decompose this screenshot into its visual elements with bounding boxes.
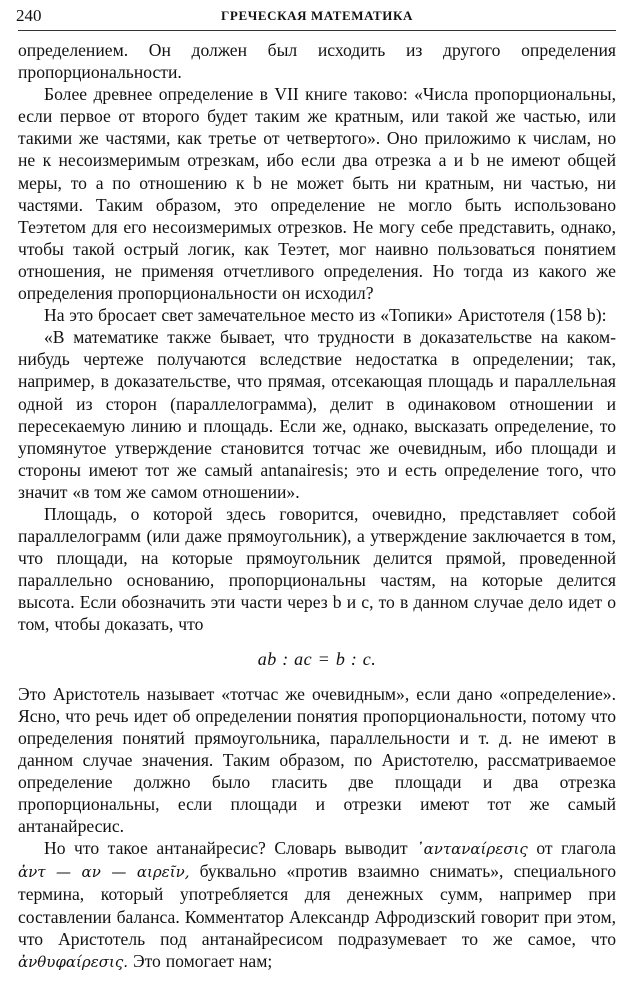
- body-text: [18, 39, 616, 973]
- paragraph: Это Аристотель называет «тотчас же очевидным», если дано «определение». Ясно, что речь идет об определении понятия пропорциональности, потому что определения понятий прямоугольника, параллельности и т. д. не имеют в данном случае значения. Таким образом, по Аристотелю, рассматриваемое определение должно было гласить две площади и два отрезка пропорциональны, если площади и отрезки имеют тот же самый антанайресис.: [18, 683, 616, 837]
- formula: ab : ac = b : c.: [257, 648, 377, 669]
- page-number: 240: [16, 6, 42, 25]
- greek-term: ἀνθυφαίρεσις.: [18, 952, 129, 971]
- quotation-paragraph: «В математике также бывает, что трудности в доказательстве на каком-нибудь чертеже получаются вследствие недостатка в определении; так, например, в доказательстве, что прямая, отсекающая площадь и параллельная одной из сторон (параллелограмма), делит в одинаковом отношении и пересекаемую линию и площадь. Если же, однако, высказать определение, то упомянутое утверждение становится тотчас же очевидным, ибо площади и стороны имеют тот же самый antanairesis; это и есть определение того, что значит «в том же самом отношении».: [18, 327, 616, 502]
- paragraph-text: Это помогает нам;: [132, 950, 273, 971]
- paragraph-text: Но что такое антанайресис? Словарь выводит: [44, 838, 408, 859]
- paragraph: [18, 837, 616, 973]
- paragraph-text: от глагола: [536, 838, 616, 859]
- running-head: ГРЕЧЕСКАЯ МАТЕМАТИКА: [221, 8, 413, 23]
- greek-term: ᾽ανταναίρεσις: [416, 840, 528, 859]
- paragraph: определением. Он должен был исходить из другого определения пропорциональности.: [18, 40, 616, 83]
- paragraph: На это бросает свет замечательное место из «Топики» Аристотеля (158 b):: [44, 305, 607, 326]
- page-header: [18, 4, 616, 31]
- book-page: [18, 0, 616, 1000]
- paragraph-text: буквально «против взаимно снимать», специального термина, который употребляется для денежных сумм, например при составлении баланса. Комментатор Александр Афродизский говорит при этом, что Аристотель под антанайресисом подразумевает то же самое, что: [18, 861, 617, 949]
- paragraph: Более древнее определение в VII книге таково: «Числа пропорциональны, если первое от второго будет таким же кратным, или такой же частью, или такими же частями, как третье от четвертого». Оно приложимо к числам, но не к несоизмеримым отрезкам, ибо если два отрезка a и b не имеют общей меры, то a по отношению к b не может быть ни кратным, ни частью, ни частями. Таким образом, это определение не могло быть использовано Теэтетом для его несоизмеримых отрезков. Не могу себе представить, однако, чтобы такой острый логик, как Теэтет, мог наивно пользоваться понятием отношения, не применяя отчетливого определения. Но тогда из какого же определения пропорциональности он исходил?: [18, 84, 616, 304]
- paragraph: Площадь, о которой здесь говорится, очевидно, представляет собой параллелограмм (или даже прямоугольник), а утверждение заключается в том, что площади, на которые прямоугольник делится прямой, проведенной параллельно основанию, пропорциональны частям, на которые делится высота. Если обозначить эти части через b и c, то в данном случае дело идет о том, чтобы доказать, что: [18, 503, 616, 635]
- greek-term: ἀντ — αν — αιρεῖν,: [18, 863, 190, 882]
